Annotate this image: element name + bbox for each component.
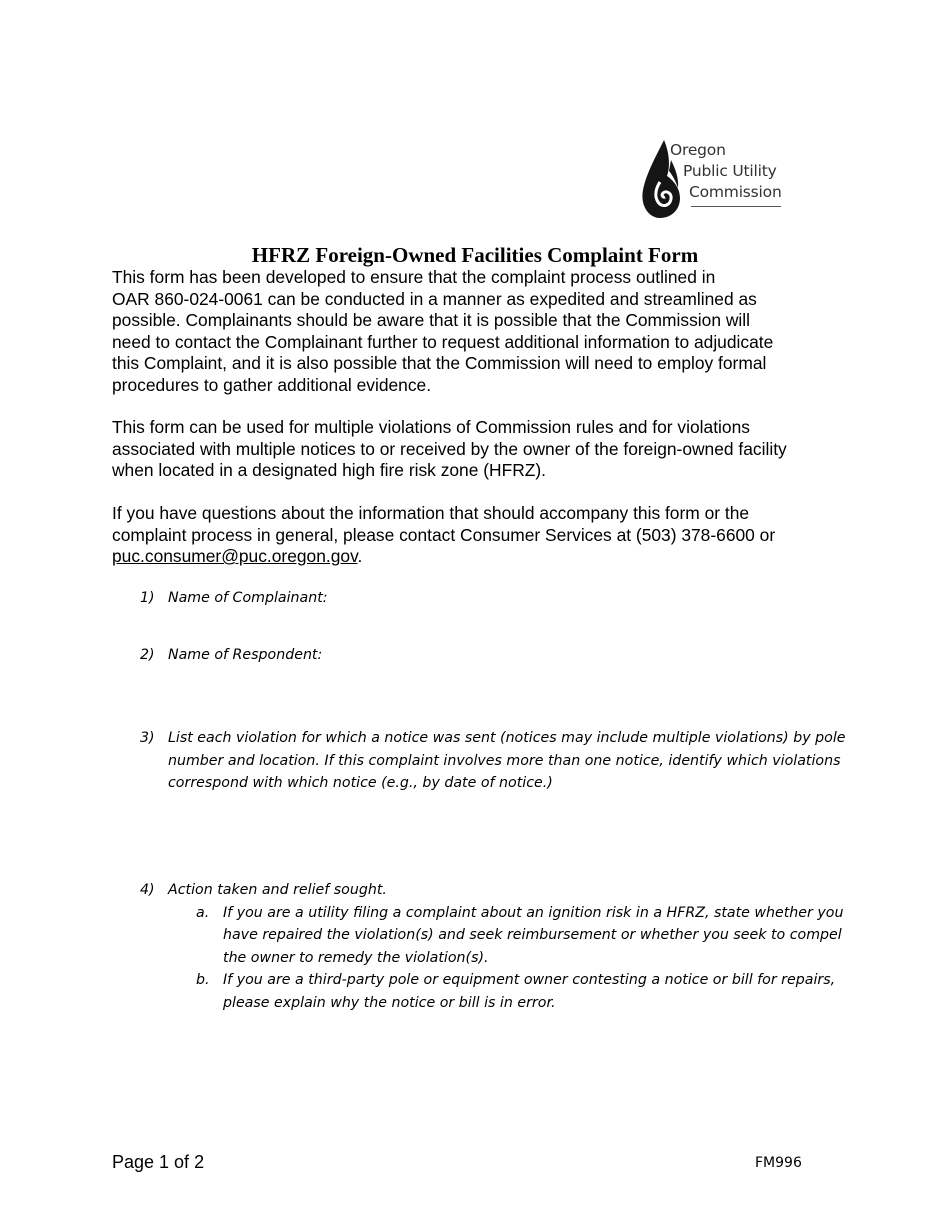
email-suffix: .: [357, 546, 363, 566]
text-line: complaint process in general, please contact Consumer Services at (503) 378-6600 or: [112, 524, 776, 545]
text-line: If you have questions about the information that should accompany this form or the: [112, 503, 750, 523]
text-line: this Complaint, and it is also possible that the Commission will need to employ formal: [112, 353, 767, 373]
question-violations-line: List each violation for which a notice was sent (notices may include multiple violations) by pole: [168, 730, 846, 746]
intro-paragraph-2: [112, 417, 787, 482]
text-line: associated with multiple notices to or received by the owner of the foreign-owned facility: [112, 438, 787, 459]
subitem-utility-line: have repaired the violation(s) and seek reimbursement or whether you seek to compel: [223, 927, 842, 943]
puc-logo: [640, 138, 790, 222]
text-line: possible. Complainants should be aware that it is possible that the Commission will: [112, 310, 750, 330]
question-violations-line: correspond with which notice (e.g., by date of notice.): [168, 775, 553, 791]
text-line: need to contact the Complainant further to request additional information to adjudicate: [112, 331, 774, 352]
item-number: 3): [140, 730, 155, 746]
logo-line-2: Public Utility: [683, 162, 777, 180]
subitem-utility-line: If you are a utility filing a complaint about an ignition risk in a HFRZ, state whether you: [223, 904, 844, 921]
logo-underline: [691, 206, 781, 207]
question-action-relief: Action taken and relief sought.: [168, 882, 387, 898]
text-line: This form has been developed to ensure that the complaint process outlined in: [112, 267, 716, 287]
text-line: procedures to gather additional evidence.: [112, 374, 432, 395]
question-name-of-respondent: Name of Respondent:: [168, 647, 323, 663]
subitem-letter: a.: [196, 904, 210, 921]
item-number: 1): [140, 590, 155, 606]
subitem-third-party-line: please explain why the notice or bill is in error.: [223, 994, 556, 1011]
item-number: 4): [140, 882, 155, 898]
consumer-services-email-link[interactable]: puc.consumer@puc.oregon.gov: [112, 546, 358, 566]
logo-line-3: Commission: [689, 183, 782, 201]
item-number: 2): [140, 647, 155, 663]
question-violations-line: number and location. If this complaint involves more than one notice, identify which violations: [168, 752, 841, 769]
email-line: [112, 546, 775, 568]
logo-line-1: Oregon: [670, 141, 726, 159]
page-title: HFRZ Foreign-Owned Facilities Complaint Form: [251, 243, 699, 267]
subitem-utility-line: the owner to remedy the violation(s).: [223, 949, 489, 966]
text-line: This form can be used for multiple violations of Commission rules and for violations: [112, 417, 750, 437]
subitem-third-party-line: If you are a third-party pole or equipment owner contesting a notice or bill for repairs,: [223, 972, 836, 988]
page-number: Page 1 of 2: [112, 1152, 205, 1172]
text-line: OAR 860-024-0061 can be conducted in a manner as expedited and streamlined as: [112, 288, 757, 309]
intro-paragraph-1: [112, 267, 773, 396]
subitem-letter: b.: [196, 972, 210, 988]
form-code: FM996: [755, 1155, 802, 1171]
text-line: when located in a designated high fire risk zone (HFRZ).: [112, 460, 547, 480]
intro-paragraph-3: [112, 503, 775, 568]
question-name-of-complainant: Name of Complainant:: [168, 590, 328, 606]
